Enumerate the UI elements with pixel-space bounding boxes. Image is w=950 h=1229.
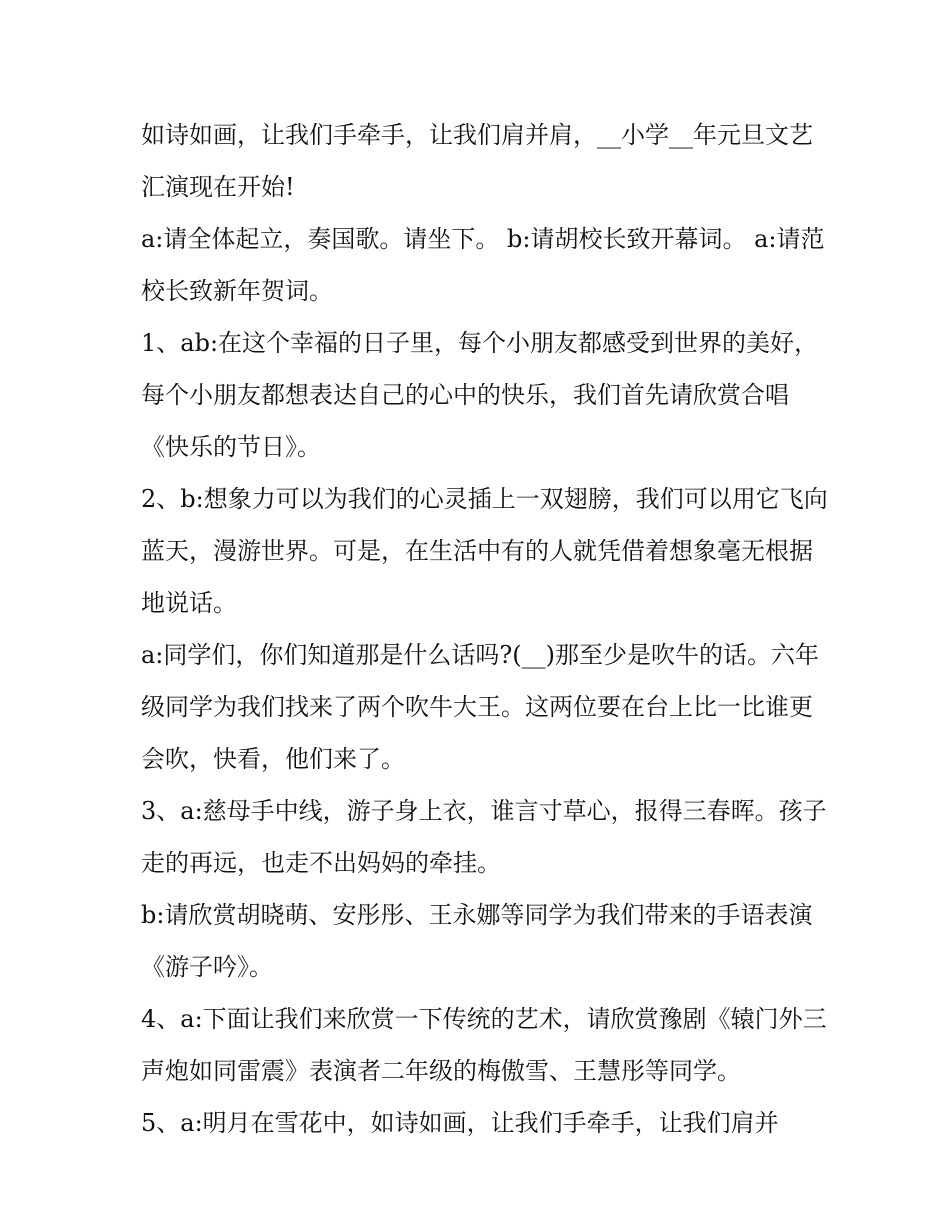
paragraph-item-2: 2、b:想象力可以为我们的心灵插上一双翅膀，我们可以用它飞向蓝天，漫游世界。可是，在生活中有的人就凭借着想象毫无根据地说话。 <box>141 485 828 617</box>
paragraph-item-3-continued: b:请欣赏胡晓萌、安彤彤、王永娜等同学为我们带来的手语表演《游子吟》。 <box>141 901 813 981</box>
paragraph-item-1: 1、ab:在这个幸福的日子里，每个小朋友都感受到世界的美好，每个小朋友都想表达自己的心中的快乐，我们首先请欣赏合唱《快乐的节日》。 <box>141 329 819 461</box>
paragraph-item-5: 5、a:明月在雪花中，如诗如画，让我们手牵手，让我们肩并 <box>141 1109 779 1137</box>
document-body <box>141 109 831 1149</box>
paragraph-anthem-speeches: a:请全体起立，奏国歌。请坐下。 b:请胡校长致开幕词。 a:请范校长致新年贺词。 <box>141 225 825 305</box>
paragraph-item-2-continued: a:同学们，你们知道那是什么话吗?(__)那至少是吹牛的话。六年级同学为我们找来了两个吹牛大王。这两位要在台上比一比谁更会吹，快看，他们来了。 <box>141 641 819 773</box>
paragraph-item-4: 4、a:下面让我们来欣赏一下传统的艺术，请欣赏豫剧《辕门外三声炮如同雷震》表演者二年级的梅傲雪、王慧彤等同学。 <box>141 1005 827 1085</box>
paragraph-item-3: 3、a:慈母手中线，游子身上衣，谁言寸草心，报得三春晖。孩子走的再远，也走不出妈妈的牵挂。 <box>141 797 827 877</box>
paragraph-opening: 如诗如画，让我们手牵手，让我们肩并肩，__小学__年元旦文艺汇演现在开始! <box>141 121 813 201</box>
